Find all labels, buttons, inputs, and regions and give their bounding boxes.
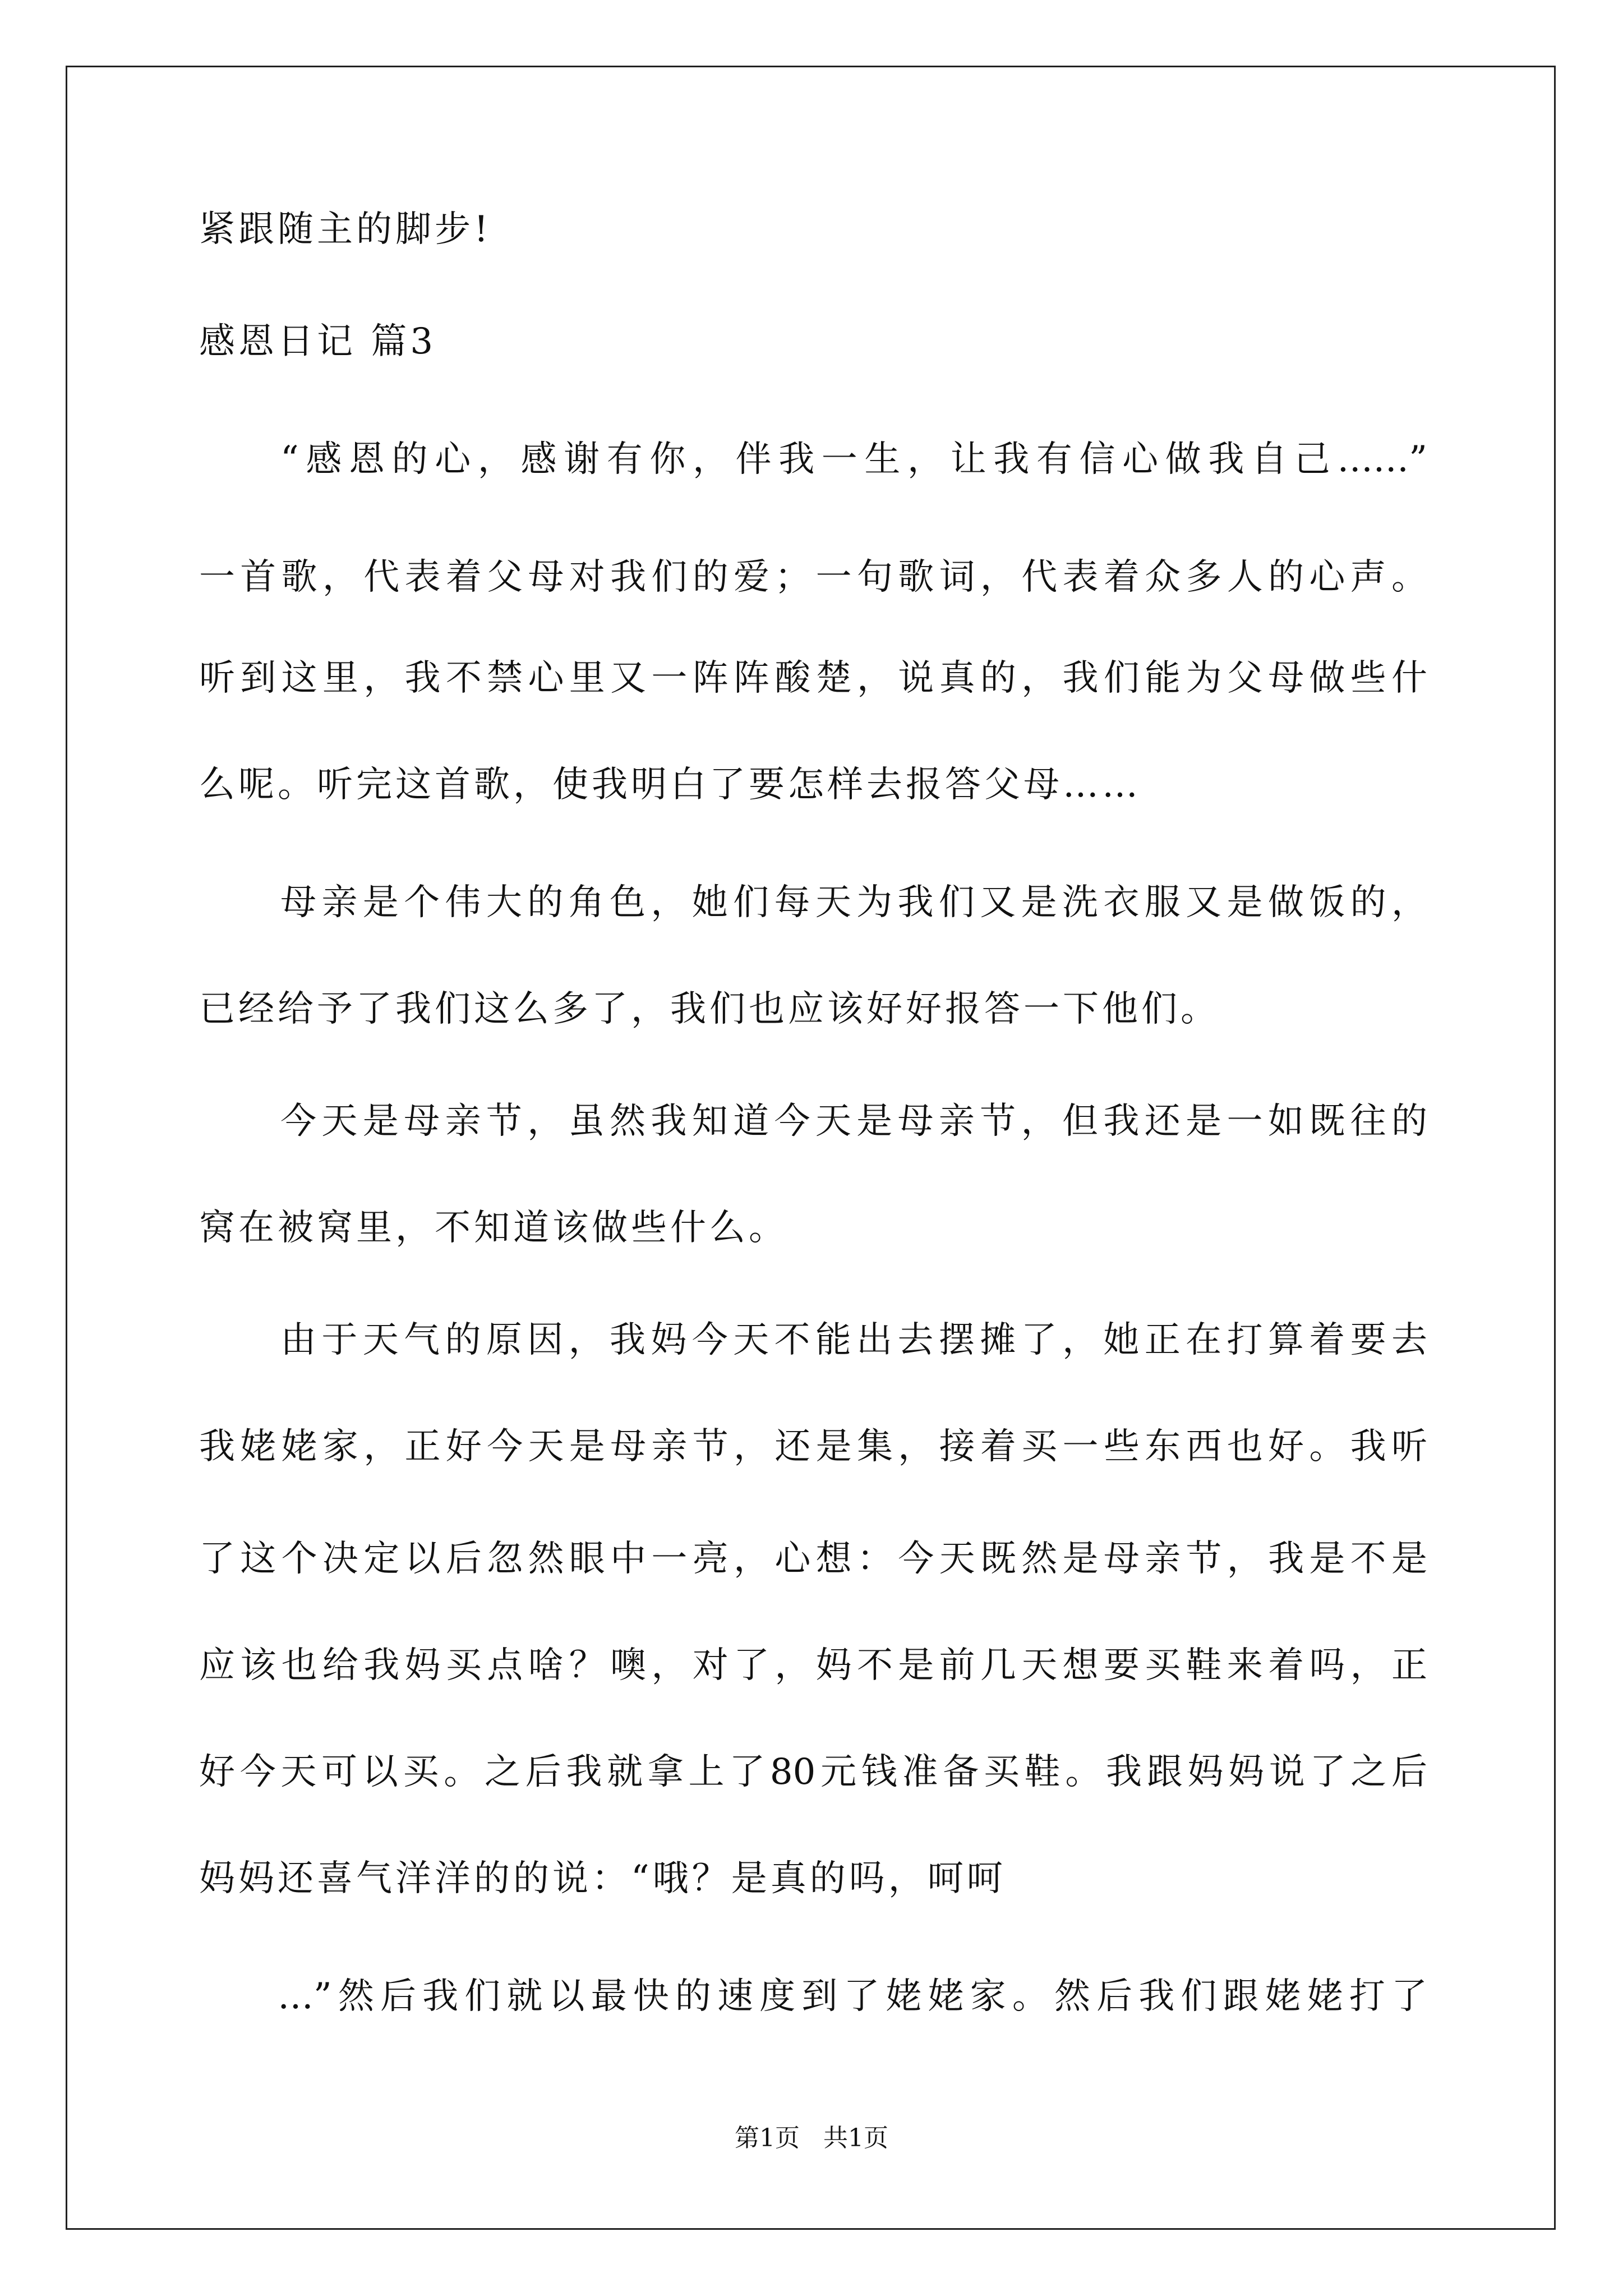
text-line-7: 母亲是个伟大的角色，她们每天为我们又是洗衣服又是做饭的， — [280, 882, 1427, 923]
text-line-5: 听到这里，我不禁心里又一阵阵酸楚，说真的，我们能为父母做些什 — [199, 657, 1427, 699]
text-line-11: 由于天气的原因，我妈今天不能出去摆摊了，她正在打算着要去 — [280, 1319, 1427, 1361]
text-line-13: 了这个决定以后忽然眼中一亮，心想：今天既然是母亲节，我是不是 — [199, 1538, 1427, 1580]
text-line-16: 妈妈还喜气洋洋的的说：“哦？是真的吗，呵呵 — [199, 1858, 1006, 1899]
text-line-3: “感恩的心，感谢有你，伴我一生，让我有信心做我自己……” — [280, 439, 1427, 480]
text-line-8: 已经给予了我们这么多了，我们也应该好好报答一下他们。 — [199, 988, 1220, 1030]
text-line-1: 紧跟随主的脚步! — [199, 209, 492, 250]
section-heading: 感恩日记 篇3 — [199, 321, 437, 362]
text-line-17: …”然后我们就以最快的速度到了姥姥家。然后我们跟姥姥打了 — [278, 1976, 1427, 2017]
text-line-12: 我姥姥家，正好今天是母亲节，还是集，接着买一些东西也好。我听 — [199, 1426, 1427, 1467]
text-line-9: 今天是母亲节，虽然我知道今天是母亲节，但我还是一如既往的 — [280, 1101, 1427, 1142]
text-line-15: 好今天可以买。之后我就拿上了80元钱准备买鞋。我跟妈妈说了之后 — [199, 1751, 1427, 1793]
text-line-14: 应该也给我妈买点啥？噢，对了，妈不是前几天想要买鞋来着吗，正 — [199, 1645, 1427, 1686]
text-line-6: 么呢。听完这首歌，使我明白了要怎样去报答父母…… — [199, 764, 1141, 806]
page-footer: 第1页 共1页 — [735, 2124, 888, 2152]
text-line-4: 一首歌，代表着父母对我们的爱；一句歌词，代表着众多人的心声。 — [199, 556, 1427, 598]
page-border — [66, 66, 1556, 2230]
text-line-10: 窝在被窝里，不知道该做些什么。 — [199, 1207, 788, 1249]
